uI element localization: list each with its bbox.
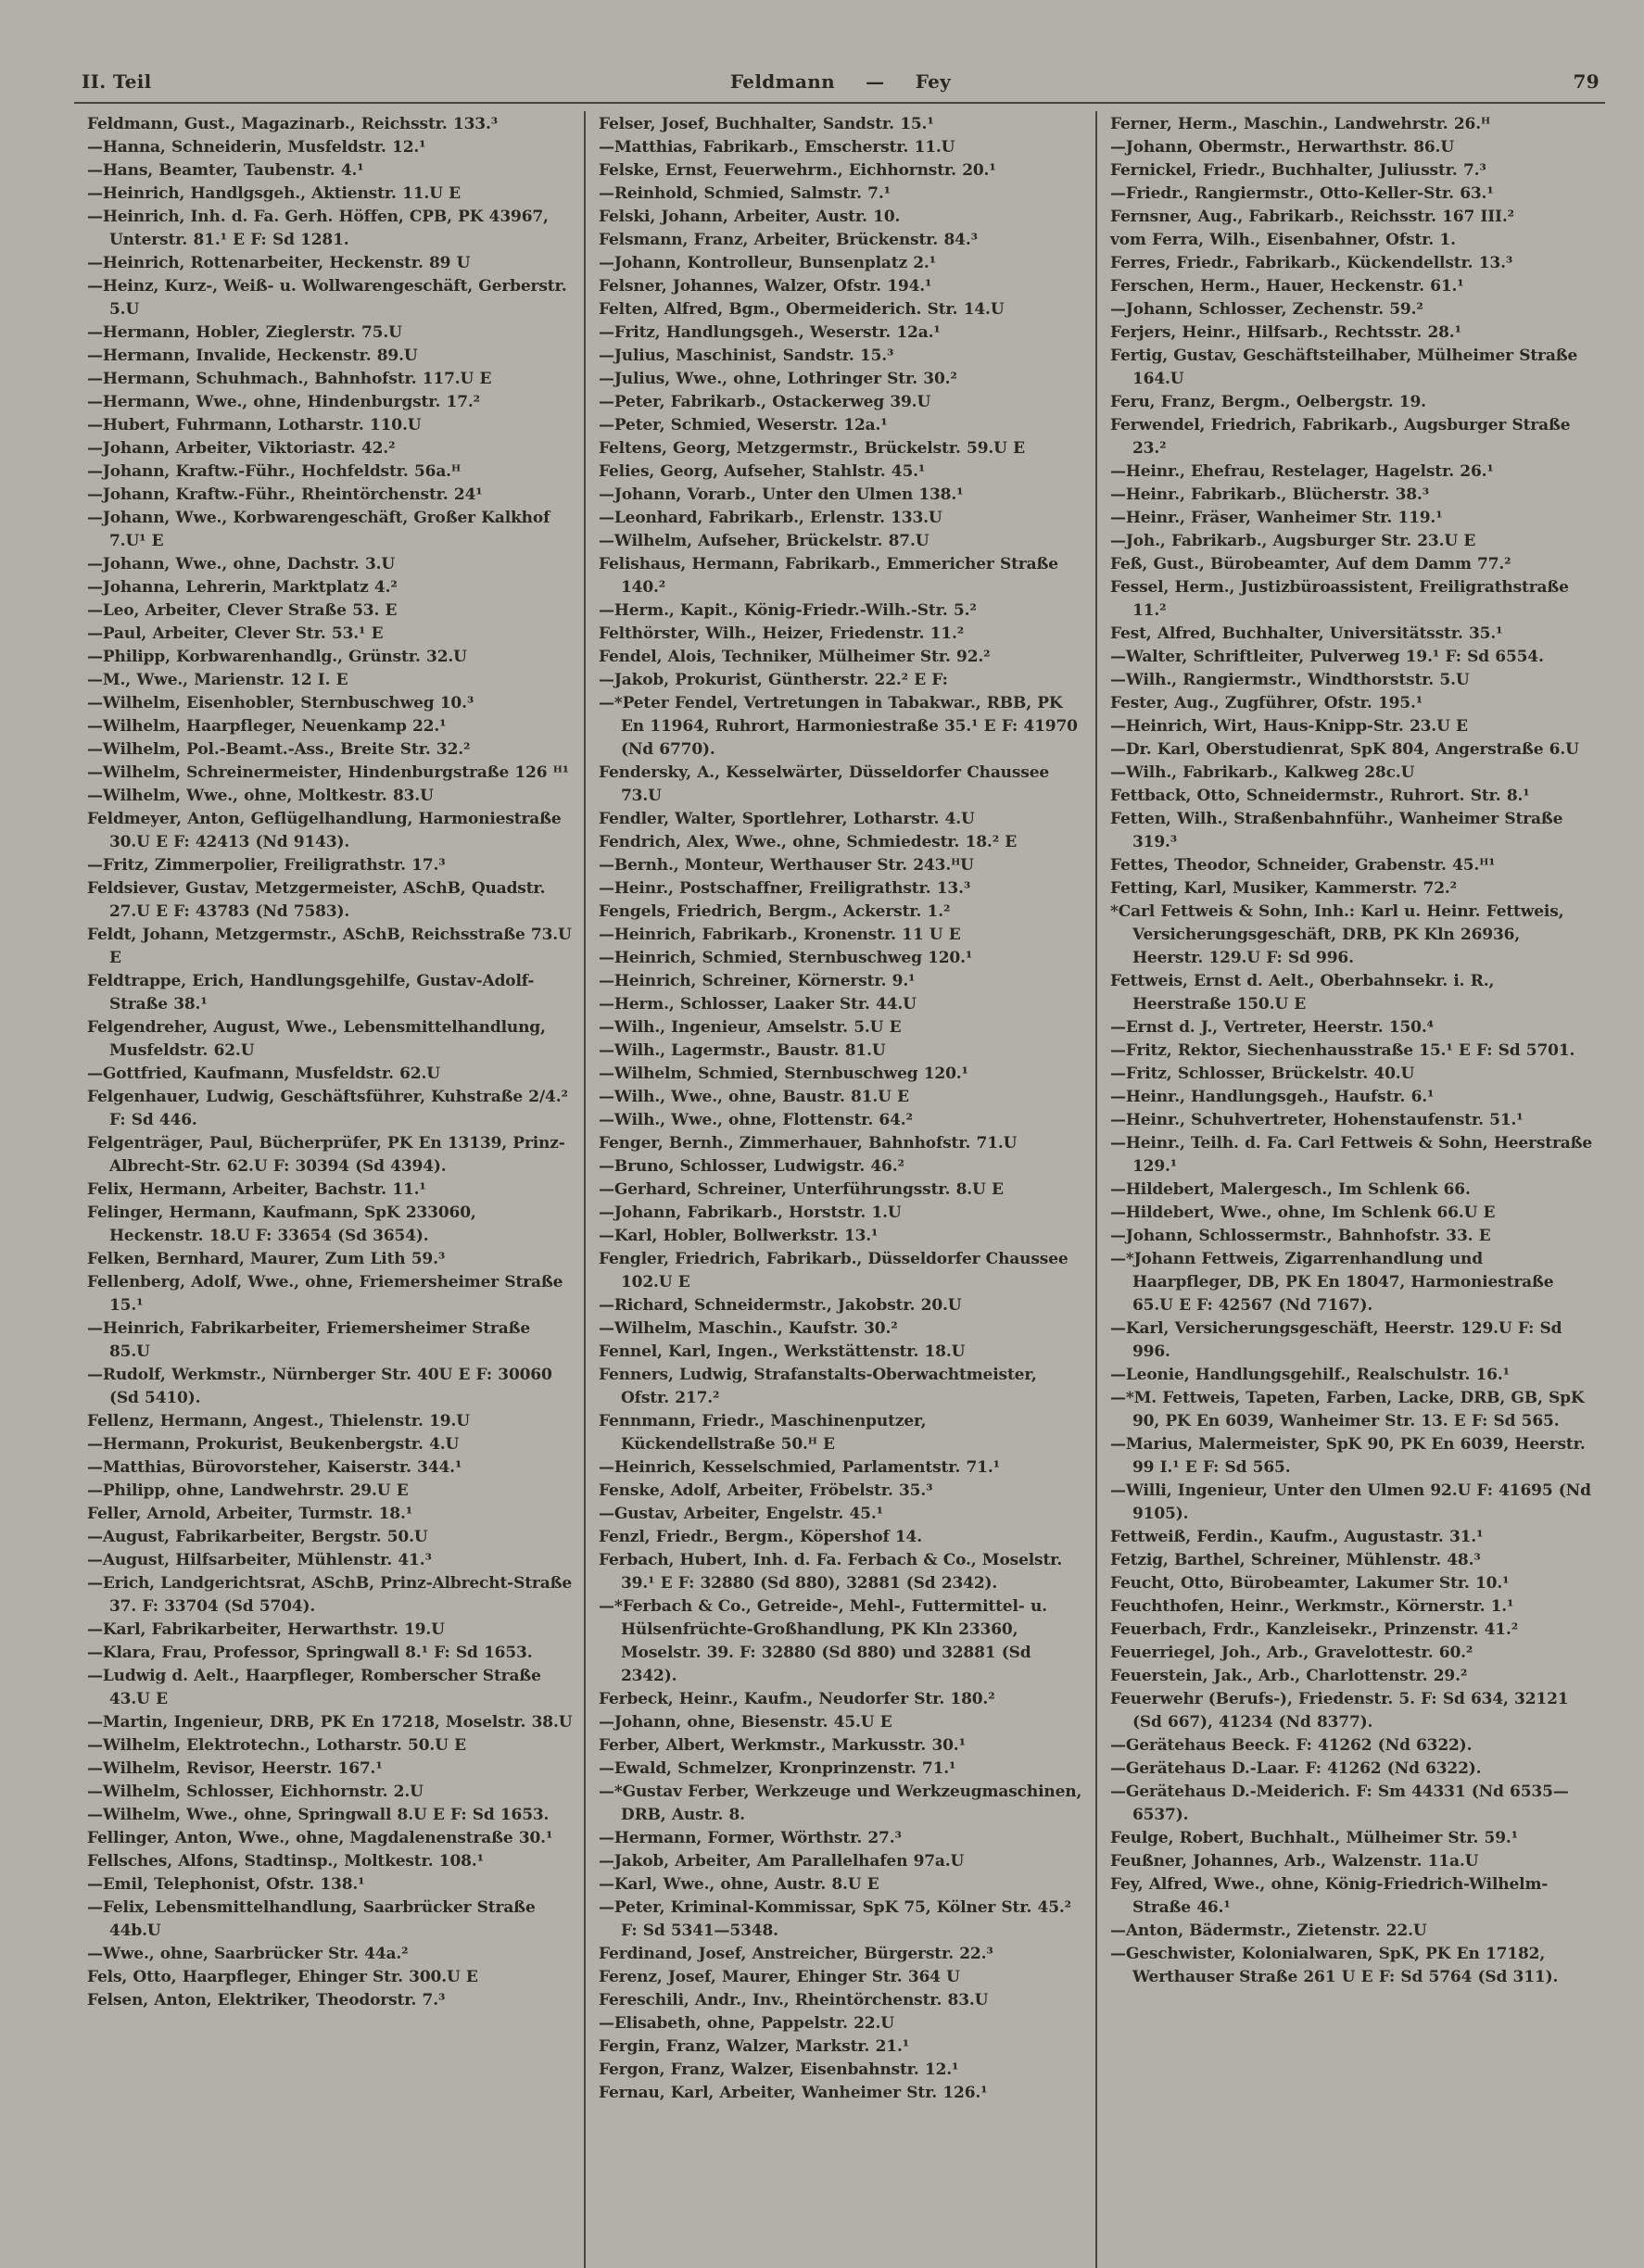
directory-entry: Fenners, Ludwig, Strafanstalts-Oberwachtmeister, Ofstr. 217.² [599, 1366, 1037, 1407]
directory-entry: Feru, Franz, Bergm., Oelbergstr. 19. [1110, 393, 1426, 411]
directory-entry: Feuerstein, Jak., Arb., Charlottenstr. 29.² [1110, 1667, 1468, 1685]
directory-entry: Felishaus, Hermann, Fabrikarb., Emmericher Straße 140.² [599, 555, 1058, 597]
directory-entry: Ferres, Friedr., Fabrikarb., Kückendellstr. 13.³ [1110, 254, 1513, 272]
directory-entry: —Hermann, Invalide, Heckenstr. 89.U [87, 346, 418, 365]
directory-entry: Fernickel, Friedr., Buchhalter, Juliusstr. 7.³ [1110, 161, 1486, 180]
directory-entry: —Hermann, Former, Wörthstr. 27.³ [599, 1829, 902, 1847]
directory-entry: —Matthias, Fabrikarb., Emscherstr. 11.U [599, 138, 955, 157]
directory-entry: Fellenz, Hermann, Angest., Thielenstr. 19.U [87, 1412, 470, 1430]
directory-entry: —Willi, Ingenieur, Unter den Ulmen 92.U F: 41695 (Nd 9105). [1110, 1481, 1591, 1523]
directory-entry: —Johann, Wwe., Korbwarengeschäft, Großer Kalkhof 7.U¹ E [87, 509, 550, 550]
directory-entry: —*Peter Fendel, Vertretungen in Tabakwar., RBB, PK En 11964, Ruhrort, Harmoniestraße 35.¹ E F: 41970 (Nd 6770). [599, 694, 1078, 759]
directory-entry: Feuerriegel, Joh., Arb., Gravelottestr. 60.² [1110, 1644, 1473, 1662]
directory-entry: —Wilhelm, Aufseher, Brückelstr. 87.U [599, 532, 929, 550]
directory-entry: Ferwendel, Friedrich, Fabrikarb., Augsburger Straße 23.² [1110, 416, 1571, 458]
directory-entry: Fendler, Walter, Sportlehrer, Lotharstr. 4.U [599, 810, 975, 828]
directory-entry: —Friedr., Rangiermstr., Otto-Keller-Str. 63.¹ [1110, 184, 1494, 203]
section-label: II. Teil [82, 70, 152, 93]
directory-entry: —Johann, Kraftw.-Führ., Hochfeldstr. 56a.ᴴ [87, 462, 461, 481]
directory-entry: Felski, Johann, Arbeiter, Austr. 10. [599, 208, 901, 226]
directory-entry: —Elisabeth, ohne, Pappelstr. 22.U [599, 2014, 894, 2033]
directory-entry: Fetting, Karl, Musiker, Kammerstr. 72.² [1110, 879, 1457, 898]
directory-entry: —Johann, Fabrikarb., Horststr. 1.U [599, 1203, 902, 1222]
directory-entry: Fettes, Theodor, Schneider, Grabenstr. 45.ᴴ¹ [1110, 856, 1496, 875]
directory-entry: Felix, Hermann, Arbeiter, Bachstr. 11.¹ [87, 1180, 426, 1199]
directory-entry: Ferschen, Herm., Hauer, Heckenstr. 61.¹ [1110, 277, 1464, 296]
directory-entry: Felies, Georg, Aufseher, Stahlstr. 45.¹ [599, 462, 926, 481]
directory-entry: Fettweis, Ernst d. Aelt., Oberbahnsekr. i. R., Heerstraße 150.U E [1110, 972, 1495, 1014]
directory-entry: —Heinr., Fabrikarb., Blücherstr. 38.³ [1110, 485, 1429, 504]
directory-entry: —Peter, Schmied, Weserstr. 12a.¹ [599, 416, 888, 435]
directory-entry: —Wilh., Lagermstr., Baustr. 81.U [599, 1041, 886, 1060]
directory-entry: —Heinrich, Rottenarbeiter, Heckenstr. 89 U [87, 254, 471, 272]
directory-entry: Felgenhauer, Ludwig, Geschäftsführer, Kuhstraße 2/4.² F: Sd 446. [87, 1088, 568, 1129]
directory-entry: Felske, Ernst, Feuerwehrm., Eichhornstr. 20.¹ [599, 161, 996, 180]
directory-entry: *Carl Fettweis & Sohn, Inh.: Karl u. Heinr. Fettweis, Versicherungsgeschäft, DRB, PK Kln 26936, Heerstr. 129.U F: Sd 996. [1110, 902, 1564, 967]
directory-entry: —Bernh., Monteur, Werthauser Str. 243.ᴴU [599, 856, 974, 875]
page-title: Feldmann — Fey [729, 70, 952, 93]
directory-entry: —M., Wwe., Marienstr. 12 I. E [87, 671, 348, 689]
directory-entry: Felgenträger, Paul, Bücherprüfer, PK En 13139, Prinz-Albrecht-Str. 62.U F: 30394 (Sd 4394). [87, 1134, 565, 1176]
directory-entry: —Fritz, Zimmerpolier, Freiligrathstr. 17.³ [87, 856, 446, 875]
directory-entry: —Matthias, Bürovorsteher, Kaiserstr. 344.¹ [87, 1458, 462, 1477]
directory-entry: —Karl, Versicherungsgeschäft, Heerstr. 129.U F: Sd 996. [1110, 1319, 1562, 1361]
directory-entry: —Johann, Vorarb., Unter den Ulmen 138.¹ [599, 485, 964, 504]
directory-entry: Fergin, Franz, Walzer, Markstr. 21.¹ [599, 2037, 910, 2056]
directory-entry: —Hermann, Schuhmach., Bahnhofstr. 117.U E [87, 370, 492, 388]
directory-entry: Fennel, Karl, Ingen., Werkstättenstr. 18.U [599, 1342, 966, 1361]
directory-entry: —Heinr., Schuhvertreter, Hohenstaufenstr. 51.¹ [1110, 1111, 1524, 1129]
directory-entry: —Hildebert, Wwe., ohne, Im Schlenk 66.U E [1110, 1203, 1496, 1222]
directory-entry: —August, Hilfsarbeiter, Mühlenstr. 41.³ [87, 1551, 432, 1569]
directory-entry: —Gerätehaus D.-Laar. F: 41262 (Nd 6322). [1110, 1759, 1482, 1778]
directory-entry: —Richard, Schneidermstr., Jakobstr. 20.U [599, 1296, 962, 1315]
directory-entry: —Rudolf, Werkmstr., Nürnberger Str. 40U E F: 30060 (Sd 5410). [87, 1366, 552, 1407]
directory-entry: —Wilhelm, Haarpfleger, Neuenkamp 22.¹ [87, 717, 447, 736]
directory-entry: —Heinr., Teilh. d. Fa. Carl Fettweis & Sohn, Heerstraße 129.¹ [1110, 1134, 1593, 1176]
directory-entry: —Gerätehaus Beeck. F: 41262 (Nd 6322). [1110, 1736, 1473, 1755]
directory-entry: Fenger, Bernh., Zimmerhauer, Bahnhofstr. 71.U [599, 1134, 1018, 1153]
directory-entry: —Heinr., Fräser, Wanheimer Str. 119.¹ [1110, 509, 1443, 527]
directory-entry: —Karl, Wwe., ohne, Austr. 8.U E [599, 1875, 879, 1894]
directory-entry: Felgendreher, August, Wwe., Lebensmittelhandlung, Musfeldstr. 62.U [87, 1018, 546, 1060]
directory-entry: Fellenberg, Adolf, Wwe., ohne, Friemersheimer Straße 15.¹ [87, 1273, 563, 1315]
directory-entry: —Karl, Fabrikarbeiter, Herwarthstr. 19.U [87, 1620, 445, 1639]
directory-entry: —Johann, Schlosser, Zechenstr. 59.² [1110, 300, 1423, 319]
directory-entry: —Ewald, Schmelzer, Kronprinzenstr. 71.¹ [599, 1759, 956, 1778]
directory-entry: —Heinz, Kurz-, Weiß- u. Wollwarengeschäft, Gerberstr. 5.U [87, 277, 567, 319]
directory-entry: —Wilhelm, Wwe., ohne, Springwall 8.U E F: Sd 1653. [87, 1806, 550, 1824]
directory-entry: —Fritz, Rektor, Siechenhausstraße 15.¹ E F: Sd 5701. [1110, 1041, 1575, 1060]
directory-entry: —Leonhard, Fabrikarb., Erlenstr. 133.U [599, 509, 942, 527]
directory-entry: —Fritz, Schlosser, Brückelstr. 40.U [1110, 1065, 1415, 1083]
directory-entry: —August, Fabrikarbeiter, Bergstr. 50.U [87, 1528, 428, 1546]
directory-entry: —Heinr., Ehefrau, Restelager, Hagelstr. 26.¹ [1110, 462, 1494, 481]
page-number: 79 [1573, 70, 1600, 93]
directory-entry: Fester, Aug., Zugführer, Ofstr. 195.¹ [1110, 694, 1423, 712]
directory-entry: —Herm., Kapit., König-Friedr.-Wilh.-Str. 5.² [599, 601, 977, 620]
directory-entry: Fengler, Friedrich, Fabrikarb., Düsseldorfer Chaussee 102.U E [599, 1250, 1069, 1292]
directory-entry: —*Johann Fettweis, Zigarrenhandlung und Haarpfleger, DB, PK En 18047, Harmoniestraße 65.U E F: 42567 (Nd 7167). [1110, 1250, 1554, 1315]
directory-entry: —Wilhelm, Schreinermeister, Hindenburgstraße 126 ᴴ¹ [87, 763, 569, 782]
directory-column-2 [584, 111, 1095, 2268]
directory-entry: —Heinrich, Handlgsgeh., Aktienstr. 11.U E [87, 184, 461, 203]
directory-entry: —Herm., Schlosser, Laaker Str. 44.U [599, 995, 917, 1014]
directory-entry: Felser, Josef, Buchhalter, Sandstr. 15.¹ [599, 115, 934, 133]
directory-entry: —*Ferbach & Co., Getreide-, Mehl-, Futtermittel- u. Hülsenfrüchte-Großhandlung, PK Kln 23360, Moselstr. 39. F: 32880 (Sd 880) und 32881 (Sd 2342). [599, 1597, 1047, 1685]
directory-entry: —Peter, Fabrikarb., Ostackerweg 39.U [599, 393, 931, 411]
header-rule [74, 102, 1605, 104]
directory-entry: —Hermann, Prokurist, Beukenbergstr. 4.U [87, 1435, 460, 1454]
directory-entry: —Julius, Wwe., ohne, Lothringer Str. 30.² [599, 370, 957, 388]
directory-entry: —Wilhelm, Revisor, Heerstr. 167.¹ [87, 1759, 383, 1778]
directory-entry: —Emil, Telephonist, Ofstr. 138.¹ [87, 1875, 365, 1894]
directory-entry: —Wilhelm, Schlosser, Eichhornstr. 2.U [87, 1783, 424, 1801]
directory-entry: Feuerwehr (Berufs-), Friedenstr. 5. F: Sd 634, 32121 (Sd 667), 41234 (Nd 8377). [1110, 1690, 1569, 1732]
directory-entry: Fernsner, Aug., Fabrikarb., Reichsstr. 167 III.² [1110, 208, 1514, 226]
directory-entry: —Johann, ohne, Biesenstr. 45.U E [599, 1713, 892, 1732]
directory-entry: Fenske, Adolf, Arbeiter, Fröbelstr. 35.³ [599, 1481, 933, 1500]
directory-entry: —Heinr., Handlungsgeh., Haufstr. 6.¹ [1110, 1088, 1435, 1106]
directory-entry: —Wilhelm, Maschin., Kaufstr. 30.² [599, 1319, 898, 1338]
directory-entry: Feldtrappe, Erich, Handlungsgehilfe, Gustav-Adolf-Straße 38.¹ [87, 972, 535, 1014]
directory-entry: —Gerätehaus D.-Meiderich. F: Sm 44331 (Nd 6535—6537). [1110, 1783, 1569, 1824]
directory-entry: —*M. Fettweis, Tapeten, Farben, Lacke, DRB, GB, SpK 90, PK En 6039, Wanheimer Str. 13. E F: Sd 565. [1110, 1389, 1585, 1430]
directory-entry: Ferjers, Heinr., Hilfsarb., Rechtsstr. 28.¹ [1110, 323, 1461, 342]
directory-entry: —Karl, Hobler, Bollwerkstr. 13.¹ [599, 1227, 879, 1245]
directory-column-1 [74, 111, 584, 2268]
directory-entry: Fengels, Friedrich, Bergm., Ackerstr. 1.² [599, 902, 951, 921]
directory-entry: Fettweiß, Ferdin., Kaufm., Augustastr. 31.¹ [1110, 1528, 1484, 1546]
page-header [82, 70, 1600, 93]
directory-entry: —Heinrich, Fabrikarb., Kronenstr. 11 U E [599, 926, 961, 944]
directory-entry: —Wwe., ohne, Saarbrücker Str. 44a.² [87, 1945, 409, 1963]
directory-entry: —Wilhelm, Pol.-Beamt.-Ass., Breite Str. 32.² [87, 740, 471, 759]
directory-entry: Fettback, Otto, Schneidermstr., Ruhrort. Str. 8.¹ [1110, 787, 1530, 805]
directory-entry: Feucht, Otto, Bürobeamter, Lakumer Str. 10.¹ [1110, 1574, 1510, 1593]
directory-entry: Feldmann, Gust., Magazinarb., Reichsstr. 133.³ [87, 115, 499, 133]
directory-entry: Fellsches, Alfons, Stadtinsp., Moltkestr. 108.¹ [87, 1852, 484, 1871]
directory-entry: —Wilhelm, Wwe., ohne, Moltkestr. 83.U [87, 787, 434, 805]
directory-entry: —Reinhold, Schmied, Salmstr. 7.¹ [599, 184, 891, 203]
directory-entry: Fendel, Alois, Techniker, Mülheimer Str. 92.² [599, 648, 991, 666]
directory-entry: Feldsiever, Gustav, Metzgermeister, ASchB, Quadstr. 27.U E F: 43783 (Nd 7583). [87, 879, 546, 921]
directory-entry: Felthörster, Wilh., Heizer, Friedenstr. 11.² [599, 624, 965, 643]
directory-entry: Feß, Gust., Bürobeamter, Auf dem Damm 77.² [1110, 555, 1511, 573]
directory-entry: Fereschili, Andr., Inv., Rheintörchenstr. 83.U [599, 1991, 989, 2010]
directory-entry: —Heinrich, Kesselschmied, Parlamentstr. 71.¹ [599, 1458, 1000, 1477]
directory-entry: —*Gustav Ferber, Werkzeuge und Werkzeugmaschinen, DRB, Austr. 8. [599, 1783, 1082, 1824]
directory-entry: —Bruno, Schlosser, Ludwigstr. 46.² [599, 1157, 904, 1176]
directory-entry: Fetzig, Barthel, Schreiner, Mühlenstr. 48.³ [1110, 1551, 1481, 1569]
directory-entry: —Hubert, Fuhrmann, Lotharstr. 110.U [87, 416, 422, 435]
directory-entry: —Johann, Obermstr., Herwarthstr. 86.U [1110, 138, 1455, 157]
directory-entry: —Johann, Wwe., ohne, Dachstr. 3.U [87, 555, 396, 573]
directory-entry: —Hermann, Hobler, Zieglerstr. 75.U [87, 323, 402, 342]
directory-entry: —Leonie, Handlungsgehilf., Realschulstr. 16.¹ [1110, 1366, 1510, 1384]
directory-entry: Fetten, Wilh., Straßenbahnführ., Wanheimer Straße 319.³ [1110, 810, 1563, 851]
directory-entry: —Wilhelm, Eisenhobler, Sternbuschweg 10.³ [87, 694, 474, 712]
directory-entry: —Wilh., Wwe., ohne, Baustr. 81.U E [599, 1088, 909, 1106]
directory-entry: Feldmeyer, Anton, Geflügelhandlung, Harmoniestraße 30.U E F: 42413 (Nd 9143). [87, 810, 562, 851]
directory-entry: —Johann, Kraftw.-Führ., Rheintörchenstr. 24¹ [87, 485, 483, 504]
directory-entry: Feltens, Georg, Metzgermstr., Brückelstr. 59.U E [599, 439, 1025, 458]
directory-entry: —Paul, Arbeiter, Clever Str. 53.¹ E [87, 624, 384, 643]
directory-entry: Ferenz, Josef, Maurer, Ehinger Str. 364 U [599, 1968, 960, 1986]
directory-entry: Feller, Arnold, Arbeiter, Turmstr. 18.¹ [87, 1505, 413, 1523]
directory-entry: Ferbach, Hubert, Inh. d. Fa. Ferbach & Co., Moselstr. 39.¹ E F: 32880 (Sd 880), 32881 (Sd 2342). [599, 1551, 1063, 1593]
directory-entry: —Marius, Malermeister, SpK 90, PK En 6039, Heerstr. 99 I.¹ E F: Sd 565. [1110, 1435, 1586, 1477]
directory-entry: Fey, Alfred, Wwe., ohne, König-Friedrich-Wilhelm-Straße 46.¹ [1110, 1875, 1549, 1917]
directory-entry: Fertig, Gustav, Geschäftsteilhaber, Mülheimer Straße 164.U [1110, 346, 1578, 388]
directory-entry: —Jakob, Arbeiter, Am Parallelhafen 97a.U [599, 1852, 965, 1871]
directory-entry: Felsmann, Franz, Arbeiter, Brückenstr. 84.³ [599, 231, 978, 249]
directory-entry: Fendersky, A., Kesselwärter, Düsseldorfer Chaussee 73.U [599, 763, 1050, 805]
directory-entry: Fergon, Franz, Walzer, Eisenbahnstr. 12.¹ [599, 2060, 959, 2079]
directory-entry: —Anton, Bädermstr., Zietenstr. 22.U [1110, 1922, 1427, 1940]
directory-entry: Fenzl, Friedr., Bergm., Köpershof 14. [599, 1528, 923, 1546]
directory-entry: —Johann, Kontrolleur, Bunsenplatz 2.¹ [599, 254, 936, 272]
directory-entry: Fennmann, Friedr., Maschinenputzer, Kückendellstraße 50.ᴴ E [599, 1412, 927, 1454]
directory-entry: —Felix, Lebensmittelhandlung, Saarbrücker Straße 44b.U [87, 1898, 536, 1940]
directory-entry: Felken, Bernhard, Maurer, Zum Lith 59.³ [87, 1250, 446, 1268]
directory-entry: —Jakob, Prokurist, Güntherstr. 22.² E F: [599, 671, 948, 689]
directory-entry: —Ernst d. J., Vertreter, Heerstr. 150.⁴ [1110, 1018, 1434, 1037]
directory-entry: —Heinrich, Inh. d. Fa. Gerh. Höffen, CPB, PK 43967, Unterstr. 81.¹ E F: Sd 1281. [87, 208, 549, 249]
directory-column-3 [1095, 111, 1607, 2268]
directory-entry: —Hans, Beamter, Taubenstr. 4.¹ [87, 161, 364, 180]
directory-entry: —Wilh., Ingenieur, Amselstr. 5.U E [599, 1018, 902, 1037]
directory-entry: —Hildebert, Malergesch., Im Schlenk 66. [1110, 1180, 1471, 1199]
directory-entry: —Wilh., Rangiermstr., Windthorststr. 5.U [1110, 671, 1470, 689]
directory-entry: vom Ferra, Wilh., Eisenbahner, Ofstr. 1. [1110, 231, 1456, 249]
directory-entry: —Hanna, Schneiderin, Musfeldstr. 12.¹ [87, 138, 426, 157]
directory-entry: —Martin, Ingenieur, DRB, PK En 17218, Moselstr. 38.U [87, 1713, 573, 1732]
directory-entry: Ferber, Albert, Werkmstr., Markusstr. 30.¹ [599, 1736, 966, 1755]
directory-entry: Felinger, Hermann, Kaufmann, SpK 233060, Heckenstr. 18.U F: 33654 (Sd 3654). [87, 1203, 476, 1245]
directory-entry: —Leo, Arbeiter, Clever Straße 53. E [87, 601, 398, 620]
directory-entry: —Gerhard, Schreiner, Unterführungsstr. 8.U E [599, 1180, 1004, 1199]
directory-entry: —Walter, Schriftleiter, Pulverweg 19.¹ F: Sd 6554. [1110, 648, 1544, 666]
directory-entry: Ferbeck, Heinr., Kaufm., Neudorfer Str. 180.² [599, 1690, 995, 1708]
directory-entry: —Johann, Arbeiter, Viktoriastr. 42.² [87, 439, 396, 458]
directory-entry: —Erich, Landgerichtsrat, ASchB, Prinz-Albrecht-Straße 37. F: 33704 (Sd 5704). [87, 1574, 573, 1616]
directory-entry: —Wilh., Wwe., ohne, Flottenstr. 64.² [599, 1111, 913, 1129]
directory-entry: Fernau, Karl, Arbeiter, Wanheimer Str. 126.¹ [599, 2084, 988, 2102]
directory-entry: —Heinrich, Fabrikarbeiter, Friemersheimer Straße 85.U [87, 1319, 531, 1361]
directory-entry: —Johann, Schlossermstr., Bahnhofstr. 33. E [1110, 1227, 1491, 1245]
directory-entry: —Heinrich, Wirt, Haus-Knipp-Str. 23.U E [1110, 717, 1468, 736]
directory-entry: —Peter, Kriminal-Kommissar, SpK 75, Kölner Str. 45.² F: Sd 5341—5348. [599, 1898, 1071, 1940]
directory-entry: —Heinrich, Schreiner, Körnerstr. 9.¹ [599, 972, 916, 990]
directory-entry: —Hermann, Wwe., ohne, Hindenburgstr. 17.² [87, 393, 480, 411]
directory-entry: —Fritz, Handlungsgeh., Weserstr. 12a.¹ [599, 323, 941, 342]
directory-entry: Feußner, Johannes, Arb., Walzenstr. 11a.U [1110, 1852, 1479, 1871]
directory-entry: —Philipp, Korbwarenhandlg., Grünstr. 32.U [87, 648, 467, 666]
directory-entry: Felten, Alfred, Bgm., Obermeiderich. Str. 14.U [599, 300, 1005, 319]
directory-entry: Feuchthofen, Heinr., Werkmstr., Körnerstr. 1.¹ [1110, 1597, 1514, 1616]
directory-entry: Fessel, Herm., Justizbüroassistent, Freiligrathstraße 11.² [1110, 578, 1569, 620]
directory-entry: Fels, Otto, Haarpfleger, Ehinger Str. 300.U E [87, 1968, 478, 1986]
directory-entry: Felsen, Anton, Elektriker, Theodorstr. 7.³ [87, 1991, 446, 2010]
directory-entry: —Julius, Maschinist, Sandstr. 15.³ [599, 346, 894, 365]
directory-entry: —Klara, Frau, Professor, Springwall 8.¹ F: Sd 1653. [87, 1644, 533, 1662]
directory-entry: —Gottfried, Kaufmann, Musfeldstr. 62.U [87, 1065, 440, 1083]
directory-entry: Feulge, Robert, Buchhalt., Mülheimer Str. 59.¹ [1110, 1829, 1518, 1847]
directory-columns [74, 111, 1607, 2268]
directory-entry: Fendrich, Alex, Wwe., ohne, Schmiedestr. 18.² E [599, 833, 1018, 851]
directory-entry: —Gustav, Arbeiter, Engelstr. 45.¹ [599, 1505, 883, 1523]
directory-entry: —Joh., Fabrikarb., Augsburger Str. 23.U E [1110, 532, 1476, 550]
directory-entry: —Heinr., Postschaffner, Freiligrathstr. 13.³ [599, 879, 971, 898]
directory-entry: Felsner, Johannes, Walzer, Ofstr. 194.¹ [599, 277, 932, 296]
directory-entry: —Johanna, Lehrerin, Marktplatz 4.² [87, 578, 398, 597]
directory-entry: —Dr. Karl, Oberstudienrat, SpK 804, Angerstraße 6.U [1110, 740, 1579, 759]
directory-entry: Feldt, Johann, Metzgermstr., ASchB, Reichsstraße 73.U E [87, 926, 572, 967]
directory-entry: —Philipp, ohne, Landwehrstr. 29.U E [87, 1481, 409, 1500]
directory-entry: —Geschwister, Kolonialwaren, SpK, PK En 17182, Werthauser Straße 261 U E F: Sd 5764 (Sd 311). [1110, 1945, 1559, 1986]
directory-entry: —Heinrich, Schmied, Sternbuschweg 120.¹ [599, 949, 973, 967]
directory-entry: Fellinger, Anton, Wwe., ohne, Magdalenenstraße 30.¹ [87, 1829, 553, 1847]
directory-entry: —Wilhelm, Schmied, Sternbuschweg 120.¹ [599, 1065, 968, 1083]
directory-entry: —Ludwig d. Aelt., Haarpfleger, Romberscher Straße 43.U E [87, 1667, 541, 1708]
directory-entry: Ferdinand, Josef, Anstreicher, Bürgerstr. 22.³ [599, 1945, 993, 1963]
directory-entry: —Wilhelm, Elektrotechn., Lotharstr. 50.U E [87, 1736, 466, 1755]
directory-entry: Ferner, Herm., Maschin., Landwehrstr. 26.ᴴ [1110, 115, 1490, 133]
directory-entry: Fest, Alfred, Buchhalter, Universitätsstr. 35.¹ [1110, 624, 1503, 643]
directory-entry: Feuerbach, Frdr., Kanzleisekr., Prinzenstr. 41.² [1110, 1620, 1519, 1639]
directory-entry: —Wilh., Fabrikarb., Kalkweg 28c.U [1110, 763, 1415, 782]
